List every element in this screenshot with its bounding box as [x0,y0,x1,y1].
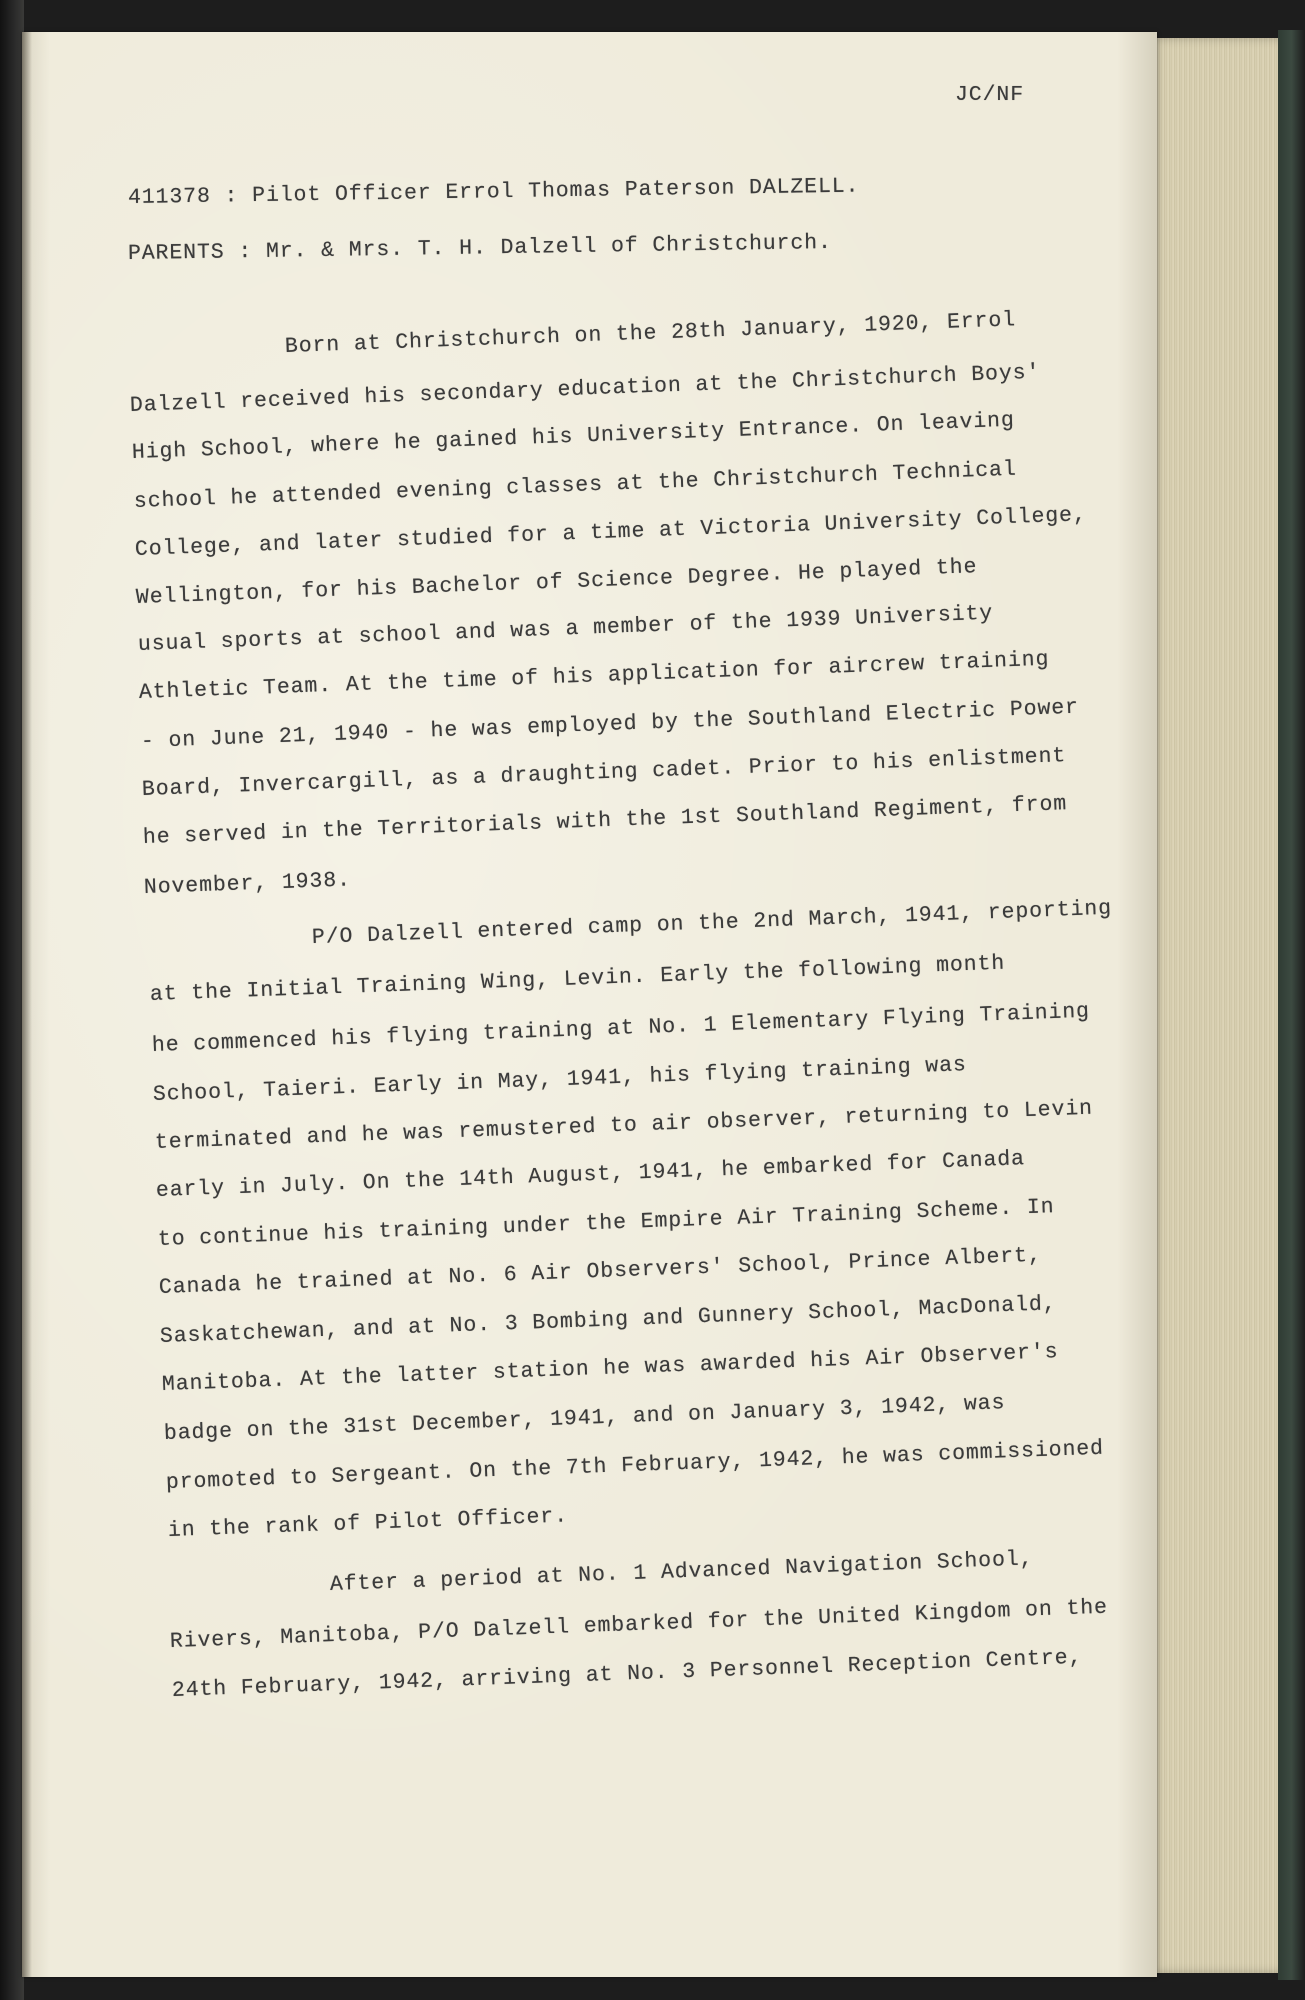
paragraph-2-line: Manitoba. At the latter station he was awarded his Air Observer's [161,1340,1059,1397]
paragraph-2-line: he commenced his flying training at No. 1 Elementary Flying Training [151,999,1091,1058]
paragraph-1-line: Board, Invercargill, as a draughting cadet. Prior to his enlistment [141,744,1067,802]
paragraph-1-line: Wellington, for his Bachelor of Science Degree. He played the [135,555,978,610]
paragraph-2-line: in the rank of Pilot Officer. [167,1504,569,1543]
book-cover-right-edge [1278,30,1305,1980]
paragraph-2-line: at the Initial Training Wing, Levin. Early the following month [149,951,1006,1007]
paragraph-2-line: early in July. On the 14th August, 1941, he embarked for Canada [155,1147,1026,1203]
paragraph-2-line: terminated and he was remustered to air observer, returning to Levin [154,1096,1094,1155]
paragraph-1-line: College, and later studied for a time at Victoria University College, [134,503,1088,562]
paragraph-3-line: Rivers, Manitoba, P/O Dalzell embarked for the United Kingdom on the [169,1595,1109,1654]
paragraph-2-line: badge on the 31st December, 1941, and on January 3, 1942, was [163,1391,1006,1446]
paragraph-1-line: usual sports at school and was a member of the 1939 University [137,601,994,657]
book-cover-left-edge [0,0,24,2000]
paragraph-1-line: - on June 21, 1940 - he was employed by the Southland Electric Power [140,695,1080,754]
paragraph-2-line: to continue his training under the Empire Air Training Scheme. In [157,1195,1055,1252]
paragraph-2-line: School, Taieri. Early in May, 1941, his flying training was [152,1053,968,1107]
page-gutter-shadow [22,32,32,1977]
paragraph-1-line: he served in the Territorials with the 1st Southland Regiment, from [142,792,1068,850]
parents-line: PARENTS : Mr. & Mrs. T. H. Dalzell of Christchurch. [127,230,833,266]
paragraph-2-line: Saskatchewan, and at No. 3 Bombing and Gunnery School, MacDonald, [159,1292,1057,1349]
paragraph-1-line: Dalzell received his secondary education at the Christchurch Boys' [129,360,1041,418]
paragraph-1-line: November, 1938. [143,868,352,900]
paragraph-1-line: Born at Christchurch on the 28th January, 1920, Errol [284,308,1017,359]
paragraph-3-line: After a period at No. 1 Advanced Navigation School, [329,1547,1034,1597]
paragraph-2-line: Canada he trained at No. 6 Air Observers' School, Prince Albert, [158,1243,1043,1300]
paragraph-1-line: High School, where he gained his University Entrance. On leaving [131,408,1016,465]
paragraph-1-line: Athletic Team. At the time of his application for aircrew training [138,647,1050,705]
paragraph-2-line: promoted to Sergeant. On the 7th February, 1942, he was commissioned [165,1436,1105,1495]
paragraph-3-line: 24th February, 1942, arriving at No. 3 Personnel Reception Centre, [171,1645,1083,1703]
service-number-line: 411378 : Pilot Officer Errol Thomas Paterson DALZELL. [127,174,860,210]
page-stack-edges [1150,38,1280,1973]
paragraph-2-line: P/O Dalzell entered camp on the 2nd March, 1941, reporting [311,896,1113,950]
reference-code: JC/NF [955,83,1025,107]
paragraph-1-line: school he attended evening classes at the Christchurch Technical [133,457,1018,514]
